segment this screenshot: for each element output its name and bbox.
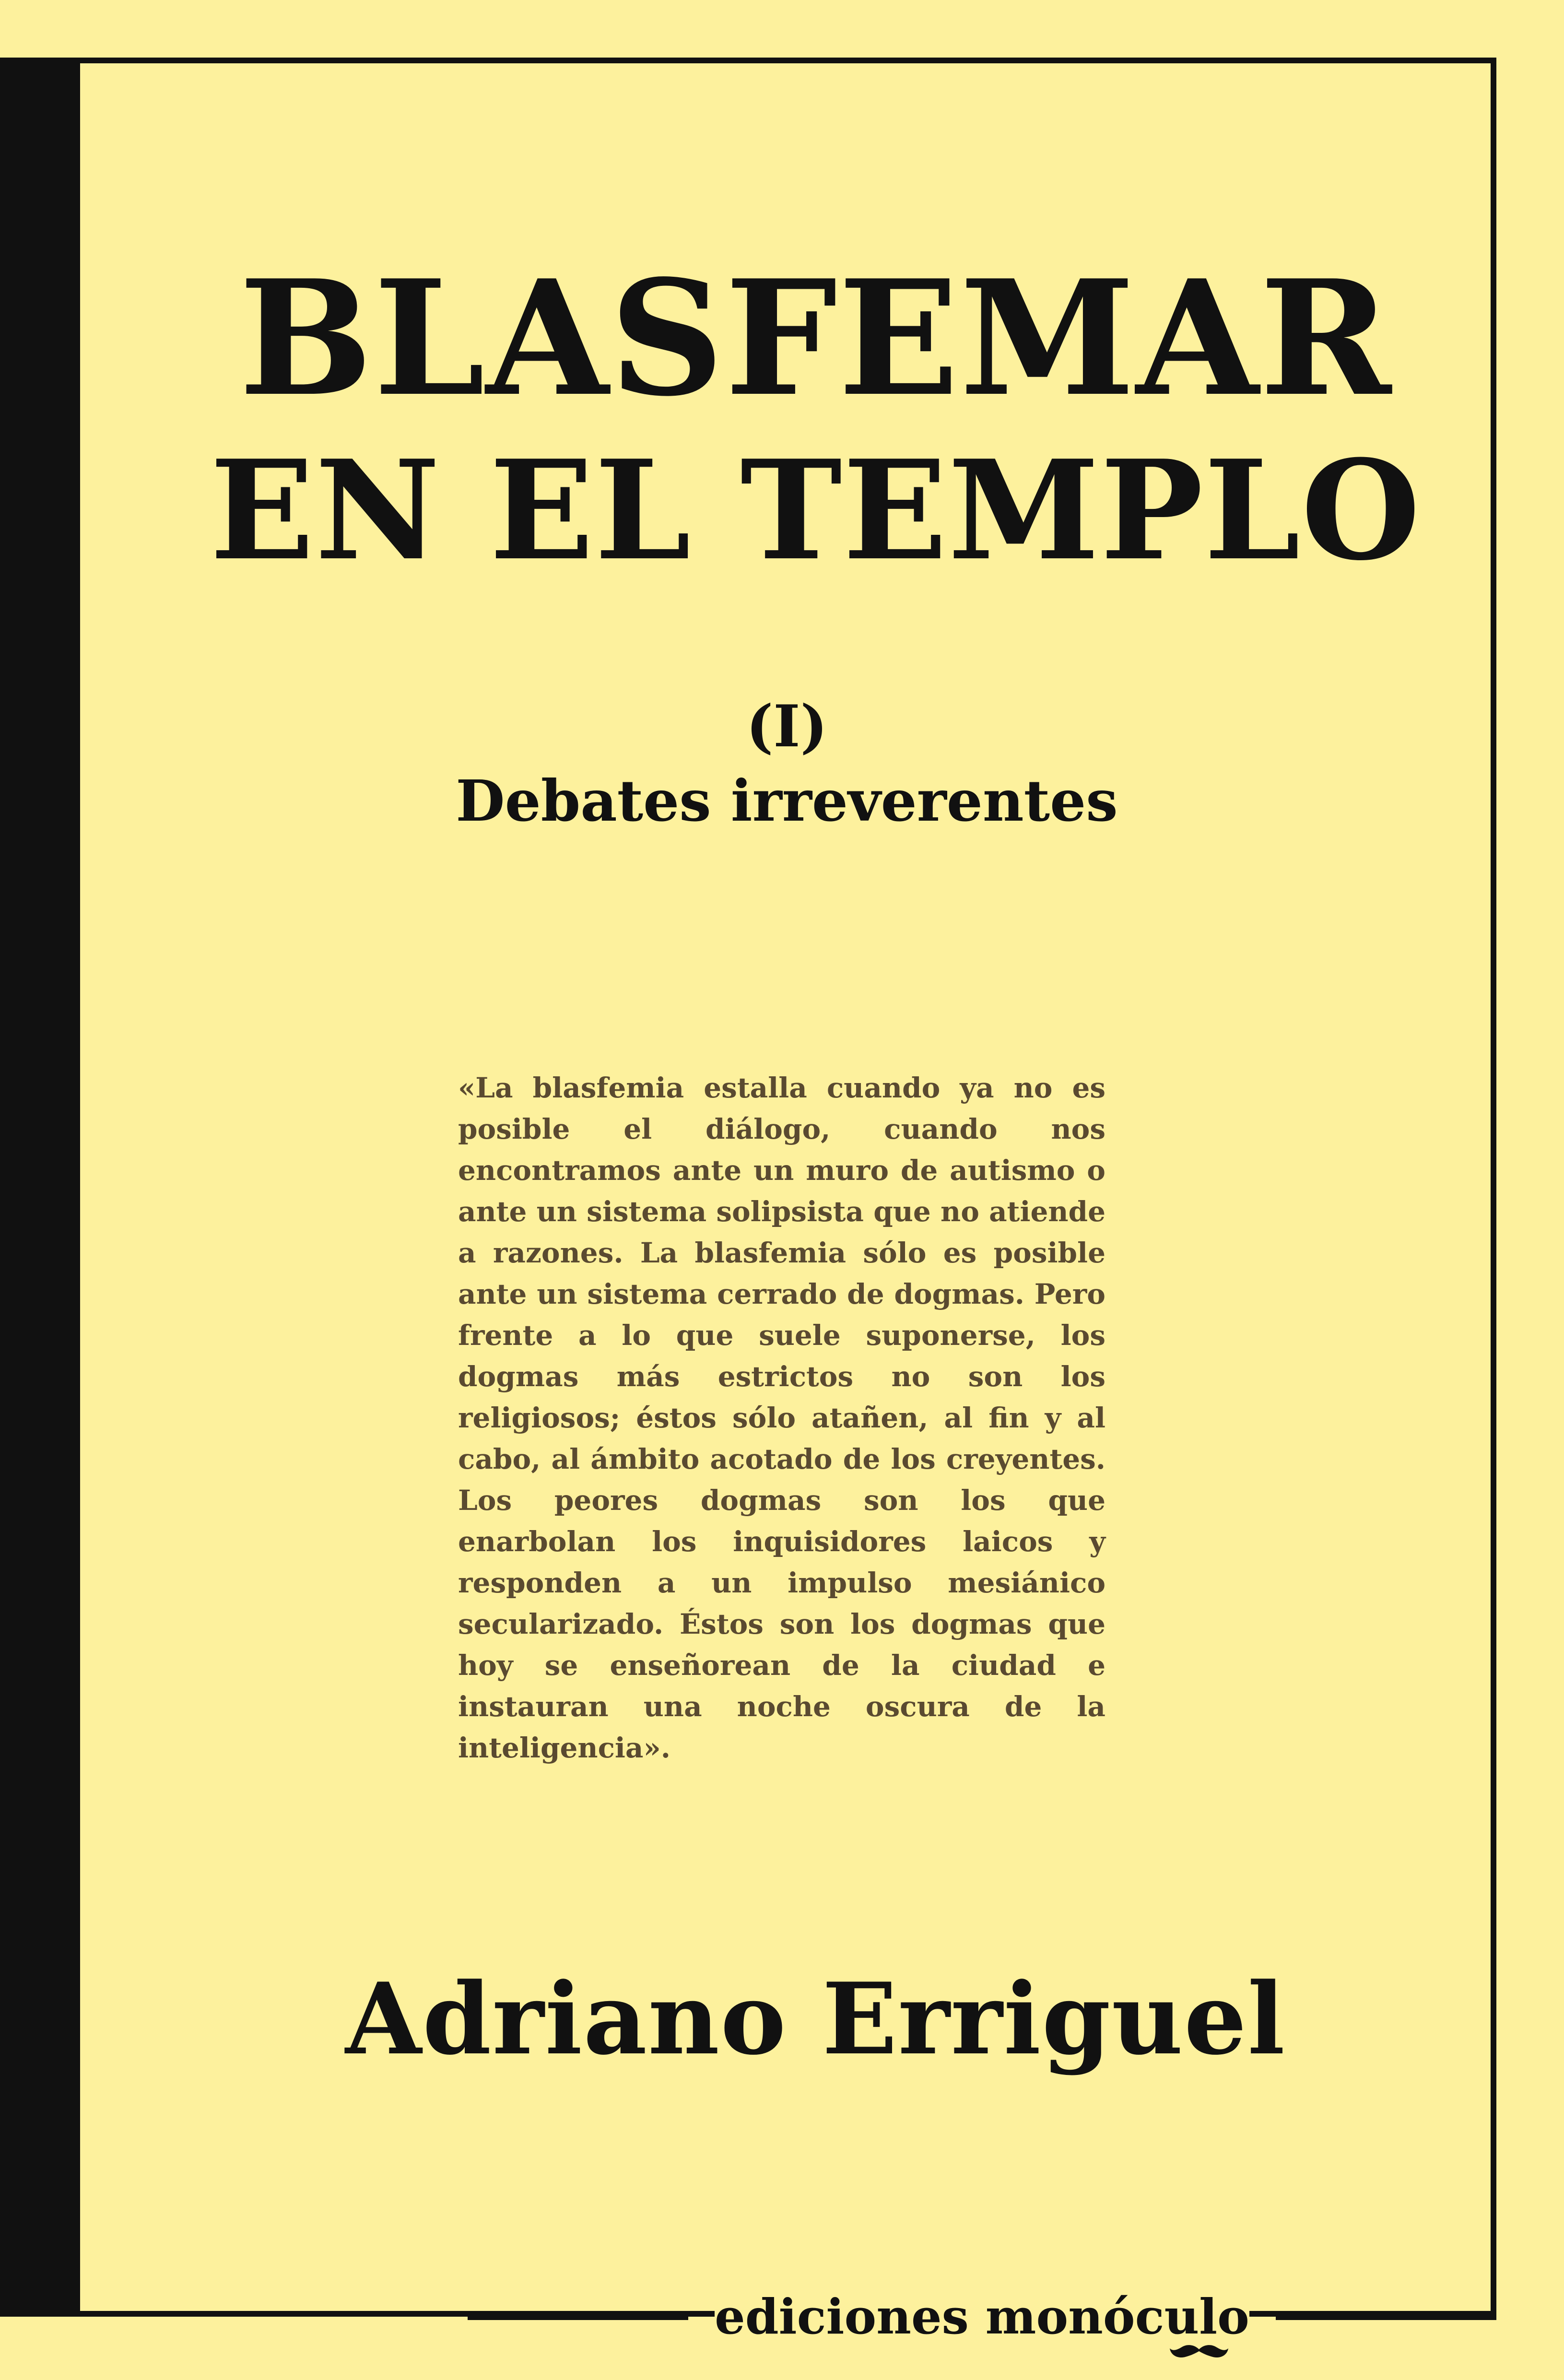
mustache-icon	[1168, 2341, 1230, 2365]
cover-quote: «La blasfemia estalla cuando ya no es posible el diálogo, cuando nos encontramos ante un muro de autismo o ante un sistema solipsista que no atiende a razones. La blasfemia sólo es posible ante un sistema cerrado de dogmas. Pero frente a lo que suele suponerse, los dogmas más estrictos no son los religiosos; éstos sólo atañen, al fin y al cabo, al ámbito acotado de los creyentes. Los peores dogmas son los que enarbolan los inquisidores laicos y responden a un impulso mesiánico secularizado. Éstos son los dogmas que hoy se enseñorean de la ciudad e instauran una noche oscura de la inteligencia».	[458, 1072, 1106, 1764]
publisher-label: ediciones monóculo	[715, 2288, 1249, 2345]
publisher-name	[715, 2288, 1249, 2345]
author-name: Adriano Erriguel	[345, 1962, 1286, 2077]
publisher-strip	[74, 2271, 1496, 2362]
publisher-rule-right	[1276, 2313, 1496, 2320]
publisher-rule-left	[468, 2313, 688, 2320]
title-line-2: EN EL TEMPLO	[210, 430, 1422, 591]
title-line-1: BLASFEMAR	[239, 245, 1392, 431]
subtitle: Debates irreverentes	[456, 767, 1118, 834]
volume-number: (I)	[746, 693, 828, 760]
